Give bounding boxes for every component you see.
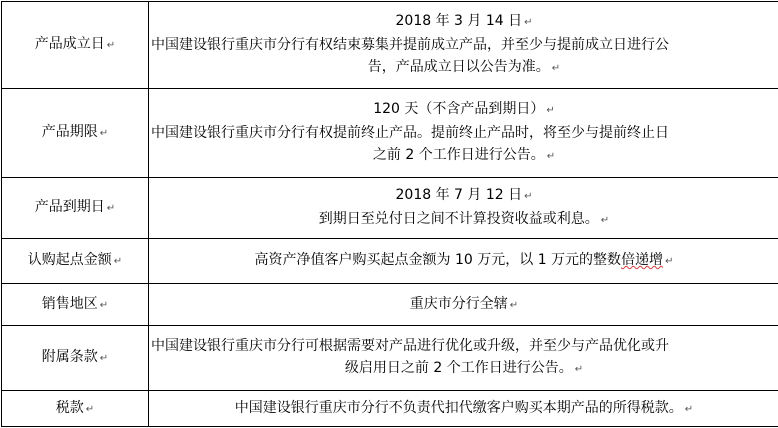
row-label: 产品成立日 bbox=[34, 36, 105, 52]
row-label: 附属条款 bbox=[41, 349, 98, 365]
table-row-product-term bbox=[2, 89, 778, 178]
label-cell bbox=[2, 326, 149, 391]
row-label: 认购起点金额 bbox=[27, 252, 112, 268]
paragraph-mark-icon: ↵ bbox=[551, 63, 561, 74]
table-row-maturity-date bbox=[2, 178, 778, 239]
table-row-establishment-date bbox=[2, 2, 778, 89]
paragraph-mark-icon: ↵ bbox=[106, 40, 116, 51]
table-row-taxes bbox=[2, 391, 778, 427]
table-row-ancillary-terms bbox=[2, 326, 778, 391]
label-cell bbox=[2, 239, 149, 284]
paragraph-mark-icon: ↵ bbox=[574, 364, 584, 375]
content-line: 2018 年 7 月 12 日 ↵ bbox=[395, 187, 533, 203]
content-line: 到期日至兑付日之间不计算投资收益或利息。 ↵ bbox=[318, 211, 610, 227]
row-label: 产品到期日 bbox=[34, 199, 105, 215]
content-line: 高资产净值客户购买起点金额为 10 万元，以 1 万元的整数倍递增 ↵ bbox=[254, 252, 674, 268]
paragraph-mark-icon: ↵ bbox=[99, 353, 109, 364]
content-cell bbox=[149, 391, 778, 427]
content-line: 告，产品成立日以公告为准。 ↵ bbox=[367, 59, 561, 75]
label-cell bbox=[2, 89, 149, 178]
paragraph-mark-icon: ↵ bbox=[600, 215, 610, 226]
paragraph-mark-icon: ↵ bbox=[546, 151, 556, 162]
table-row-minimum-subscription bbox=[2, 239, 778, 284]
content-cell bbox=[149, 284, 778, 326]
paragraph-mark-icon: ↵ bbox=[99, 128, 109, 139]
spellcheck-underline: 倍递增 bbox=[621, 252, 664, 268]
content-cell bbox=[149, 326, 778, 391]
content-cell bbox=[149, 239, 778, 284]
paragraph-mark-icon: ↵ bbox=[113, 256, 123, 267]
paragraph-mark-icon: ↵ bbox=[106, 203, 116, 214]
product-terms-table bbox=[1, 1, 778, 427]
paragraph-mark-icon: ↵ bbox=[99, 299, 109, 311]
content-cell bbox=[149, 2, 778, 89]
content-cell bbox=[149, 178, 778, 239]
row-label: 产品期限 bbox=[41, 124, 98, 140]
content-line: 重庆市分行全辖 ↵ bbox=[409, 295, 519, 312]
content-line: 中国建设银行重庆市分行不负责代扣代缴客户购买本期产品的所得税款。 ↵ bbox=[234, 399, 694, 416]
content-line: 中国建设银行重庆市分行有权结束募集并提前成立产品，并至少与提前成立日进行公 bbox=[151, 37, 669, 53]
paragraph-mark-icon: ↵ bbox=[684, 403, 694, 415]
paragraph-mark-icon: ↵ bbox=[546, 105, 555, 116]
table-row-sales-region bbox=[2, 284, 778, 326]
content-cell bbox=[149, 89, 778, 178]
paragraph-mark-icon: ↵ bbox=[524, 17, 533, 28]
label-cell bbox=[2, 2, 149, 89]
content-line: 级启用日之前 2 个工作日进行公告。 ↵ bbox=[344, 360, 584, 376]
paragraph-mark-icon: ↵ bbox=[85, 403, 95, 415]
label-cell bbox=[2, 284, 149, 326]
content-line: 中国建设银行重庆市分行有权提前终止产品。提前终止产品时，将至少与提前终止日 bbox=[151, 125, 669, 141]
content-line: 中国建设银行重庆市分行可根据需要对产品进行优化或升级，并至少与产品优化或升 bbox=[151, 338, 669, 354]
content-line: 120 天（不含产品到期日） ↵ bbox=[373, 101, 555, 117]
paragraph-mark-icon: ↵ bbox=[509, 299, 519, 311]
label-cell bbox=[2, 391, 149, 427]
row-label: 税款 bbox=[55, 399, 84, 416]
row-label: 销售地区 bbox=[41, 295, 98, 312]
paragraph-mark-icon: ↵ bbox=[524, 191, 533, 202]
content-line: 之前 2 个工作日进行公告。 ↵ bbox=[372, 147, 556, 163]
label-cell bbox=[2, 178, 149, 239]
paragraph-mark-icon: ↵ bbox=[665, 256, 674, 267]
content-line: 2018 年 3 月 14 日 ↵ bbox=[395, 13, 533, 29]
